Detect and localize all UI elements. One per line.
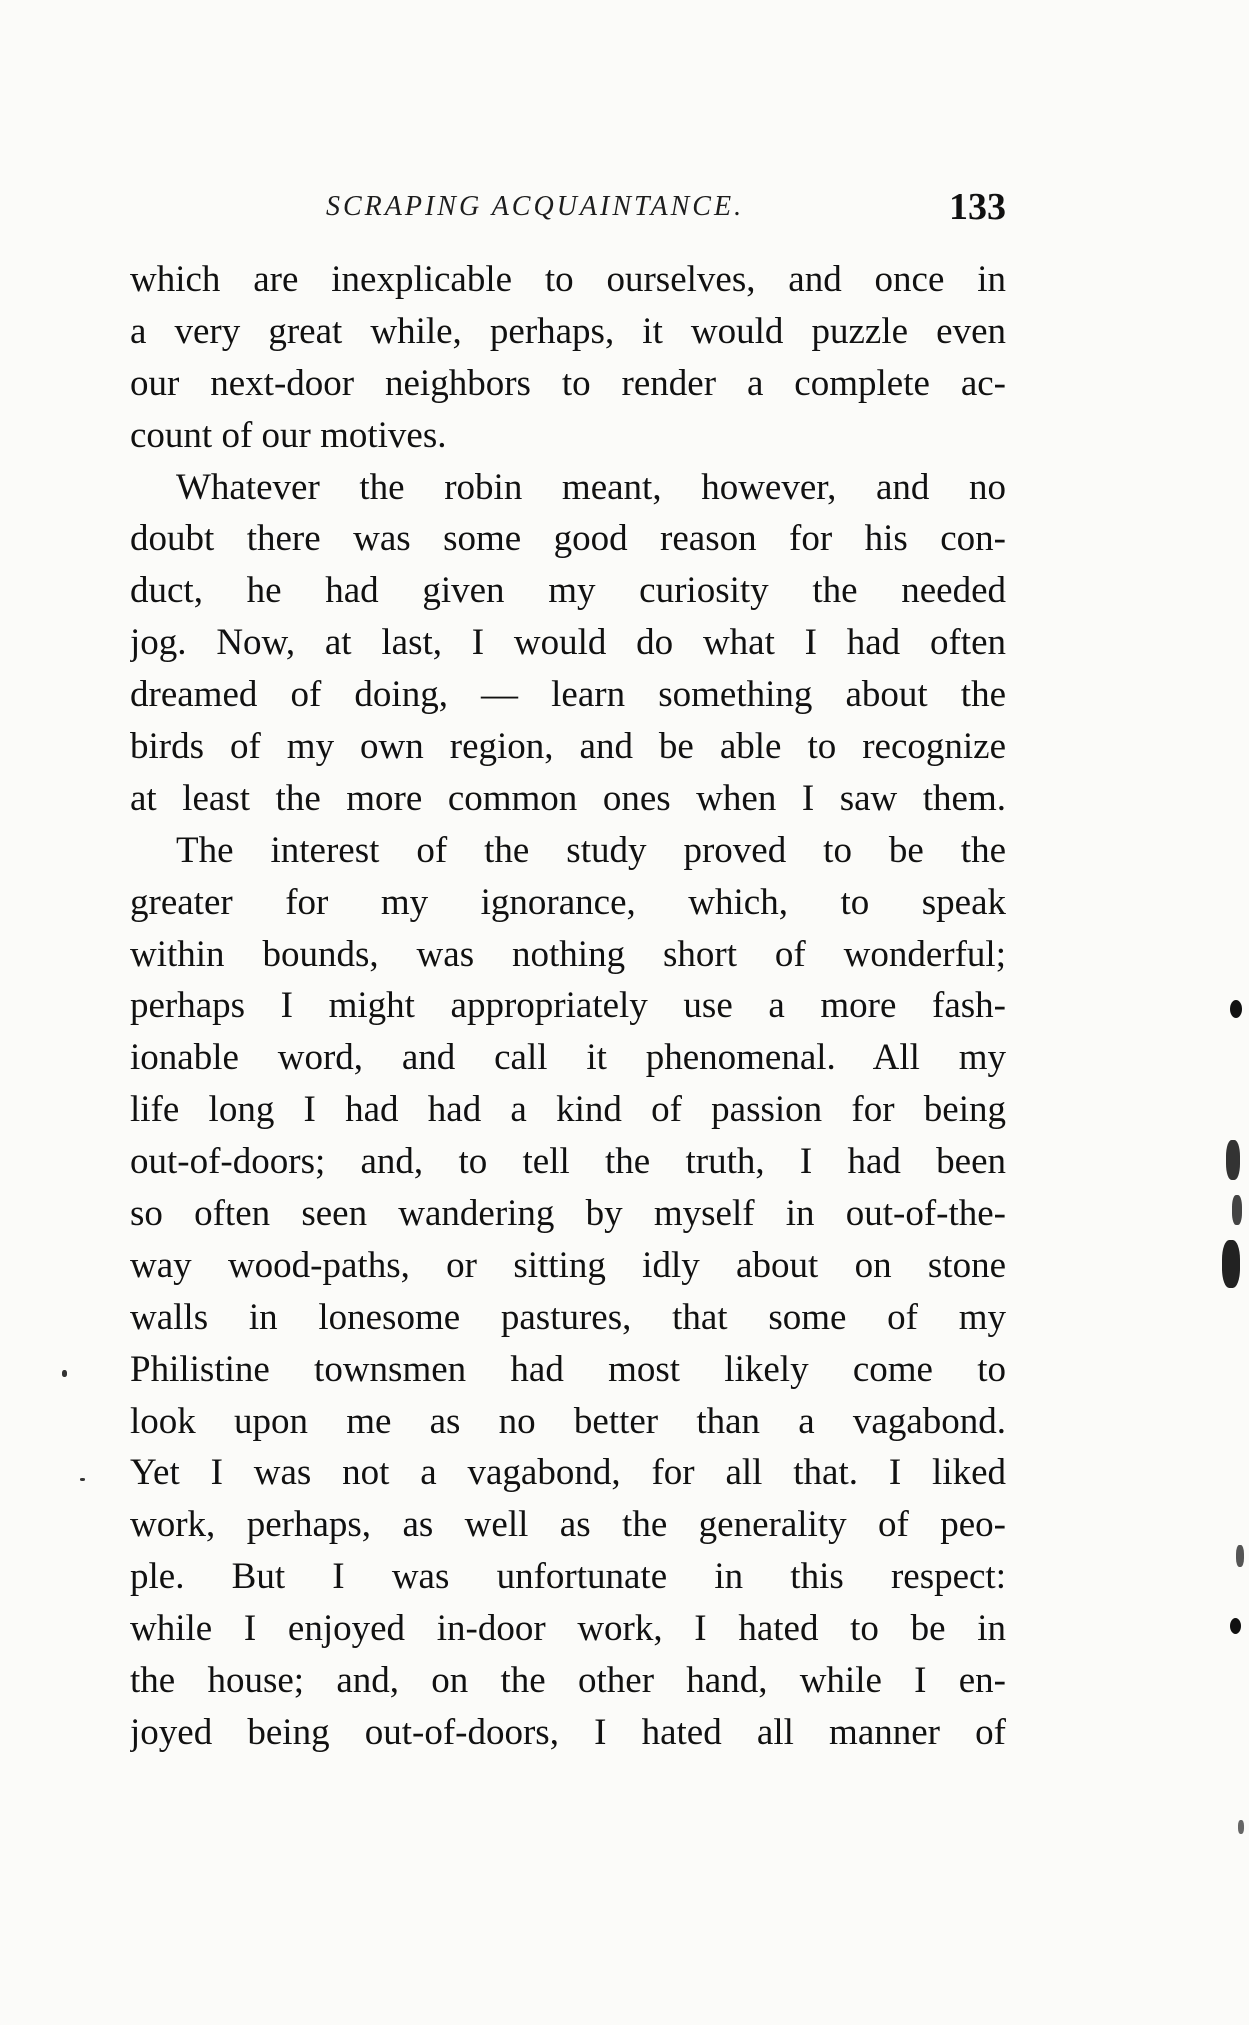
text-line: work, perhaps, as well as the generality of peo- <box>130 1504 1006 1546</box>
text-line: out-of-doors; and, to tell the truth, I had been <box>130 1141 1006 1183</box>
text-line: walls in lonesome pastures, that some of my <box>130 1296 1006 1338</box>
body-text <box>130 254 1006 1759</box>
text-line: a very great while, perhaps, it would puzzle even <box>130 310 1006 352</box>
margin-speck <box>1236 1545 1244 1567</box>
margin-speck <box>62 1370 67 1377</box>
text-line: count of our motives. <box>130 414 447 456</box>
ink-blot-mark <box>1230 1618 1241 1634</box>
text-line: so often seen wandering by myself in out-of-the- <box>130 1193 1006 1235</box>
margin-speck <box>80 1478 85 1481</box>
text-line: perhaps I might appropriately use a more fash- <box>130 985 1006 1027</box>
ink-blot-mark <box>1230 1000 1242 1018</box>
text-line: Yet I was not a vagabond, for all that. I liked <box>130 1452 1006 1494</box>
text-line: ple. But I was unfortunate in this respect: <box>130 1556 1006 1598</box>
text-line: joyed being out-of-doors, I hated all manner of <box>130 1711 1006 1753</box>
text-line: at least the more common ones when I saw them. <box>130 777 1006 819</box>
text-line: duct, he had given my curiosity the needed <box>130 570 1006 612</box>
text-line: doubt there was some good reason for his con- <box>130 518 1006 560</box>
text-line: which are inexplicable to ourselves, and once in <box>130 259 1006 300</box>
text-line: the house; and, on the other hand, while I en- <box>130 1660 1006 1702</box>
text-line: dreamed of doing, — learn something about the <box>130 674 1006 716</box>
page-header <box>130 185 1006 235</box>
paragraph-start-line: Whatever the robin meant, however, and no <box>176 466 1006 508</box>
text-line: way wood-paths, or sitting idly about on stone <box>130 1244 1006 1286</box>
margin-speck <box>1222 1240 1240 1288</box>
text-line: look upon me as no better than a vagabond. <box>130 1400 1006 1442</box>
margin-speck <box>1226 1140 1240 1180</box>
margin-speck <box>1232 1195 1242 1225</box>
text-line: while I enjoyed in-door work, I hated to be in <box>130 1608 1006 1650</box>
text-line: life long I had had a kind of passion for being <box>130 1089 1006 1131</box>
text-line: within bounds, was nothing short of wonderful; <box>130 933 1006 975</box>
text-line: Philistine townsmen had most likely come to <box>130 1348 1006 1390</box>
text-line: jog. Now, at last, I would do what I had often <box>130 622 1006 664</box>
page-number: 133 <box>949 186 1006 228</box>
paragraph-start-line: The interest of the study proved to be the <box>176 829 1006 871</box>
text-line: greater for my ignorance, which, to speak <box>130 881 1006 923</box>
margin-speck <box>1238 1820 1244 1834</box>
text-line: birds of my own region, and be able to recognize <box>130 726 1006 768</box>
text-line: our next-door neighbors to render a complete ac- <box>130 362 1006 404</box>
running-title: SCRAPING ACQUAINTANCE. <box>326 191 745 222</box>
text-line: ionable word, and call it phenomenal. All my <box>130 1037 1006 1079</box>
